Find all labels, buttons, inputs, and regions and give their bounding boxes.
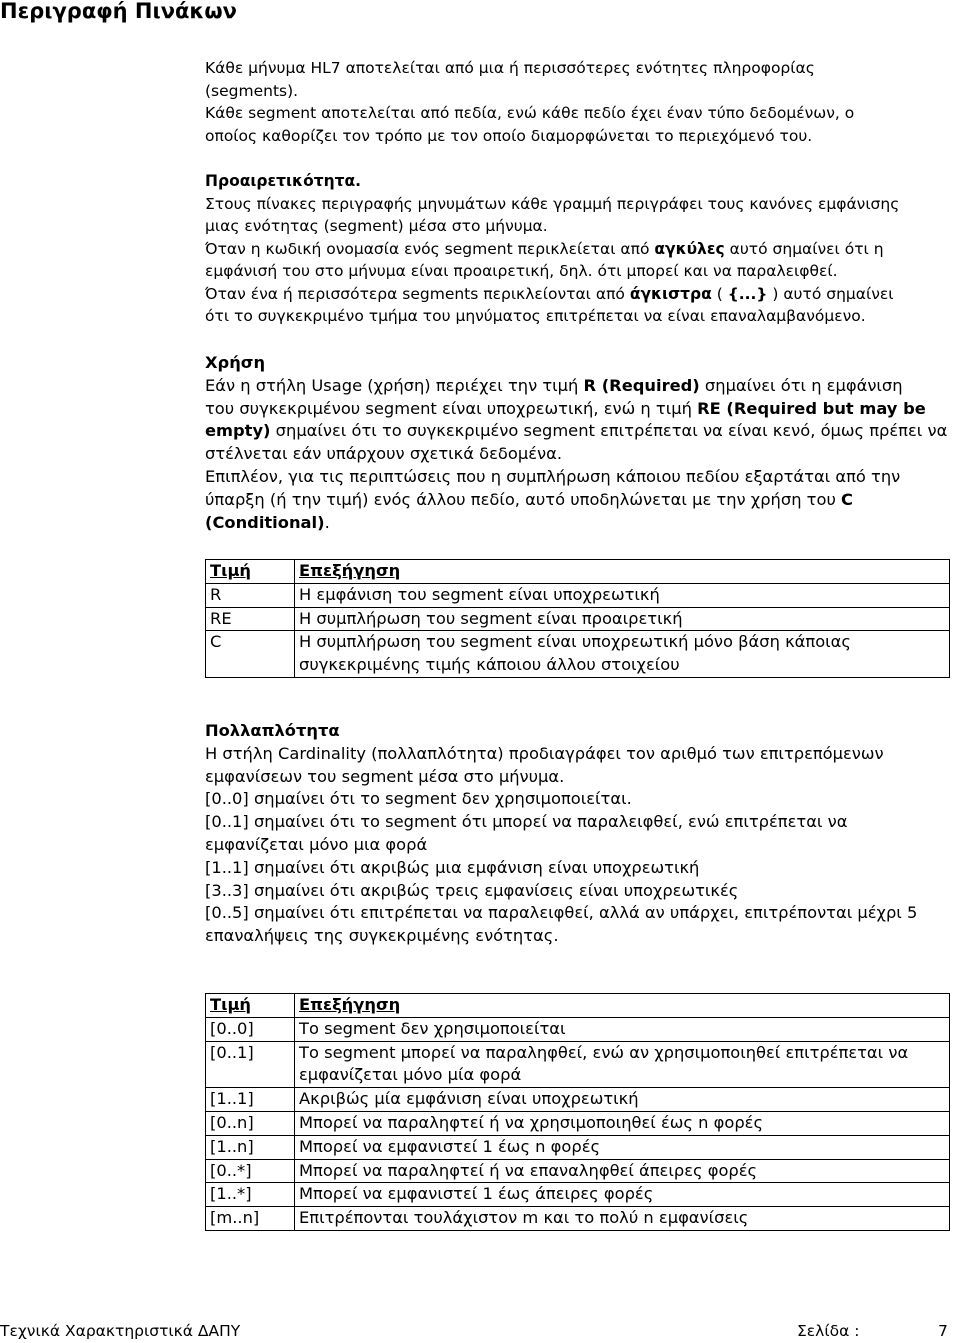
usage-line: του συγκεκριμένου segment είναι υποχρεωτική, ενώ η τιμή RE (Required but may be xyxy=(205,398,926,418)
page-title: Περιγραφή Πινάκων xyxy=(0,0,237,23)
cardinality-line: Η στήλη Cardinality (πολλαπλότητα) προδιαγράφει τον αριθμό των επιτρεπόμενων xyxy=(205,743,884,763)
cell-value: [1..1] xyxy=(206,1088,295,1112)
optionality-section xyxy=(205,170,899,328)
usage-line: Εάν η στήλη Usage (χρήση) περιέχει την τιμή R (Required) σημαίνει ότι η εμφάνιση xyxy=(205,375,903,395)
optionality-line: Όταν η κωδική ονομασία ενός segment περικλείεται από αγκύλες αυτό σημαίνει ότι η xyxy=(205,239,884,258)
cell-description: Η συμπλήρωση του segment είναι υποχρεωτική μόνο βάση κάποιας συγκεκριμένης τιμής κάποιου άλλου στοιχείου xyxy=(295,631,950,678)
cell-description: Μπορεί να παραληφτεί ή να χρησιμοποιηθεί έως n φορές xyxy=(295,1111,950,1135)
table-row xyxy=(206,1207,950,1231)
usage-line: empty) σημαίνει ότι το συγκεκριμένο segment επιτρέπεται να είναι κενό, όμως πρέπει να xyxy=(205,421,948,441)
footer-page-label: Σελίδα : xyxy=(797,1322,860,1340)
table-header-row xyxy=(206,994,950,1018)
usage-line: ύπαρξη (ή την τιμή) ενός άλλου πεδίο, αυτό υποδηλώνεται με την χρήση του C xyxy=(205,489,853,509)
cardinality-section xyxy=(205,720,917,948)
optionality-heading: Προαιρετικότητα. xyxy=(205,172,362,190)
table-row xyxy=(206,1183,950,1207)
cardinality-line: επαναλήψεις της συγκεκριμένης ενότητας. xyxy=(205,926,559,946)
cell-description: Μπορεί να εμφανιστεί 1 έως άπειρες φορές xyxy=(295,1183,950,1207)
table-row xyxy=(206,1041,950,1088)
cell-description: Ακριβώς μία εμφάνιση είναι υποχρεωτική xyxy=(295,1088,950,1112)
usage-line: Επιπλέον, για τις περιπτώσεις που η συμπλήρωση κάποιου πεδίου εξαρτάται από την xyxy=(205,466,901,486)
cell-description: Το segment μπορεί να παραληφθεί, ενώ αν χρησιμοποιηθεί επιτρέπεται να εμφανίζεται μόνο μία φορά xyxy=(295,1041,950,1088)
usage-table xyxy=(205,559,950,678)
intro-paragraph xyxy=(205,57,854,147)
table-row xyxy=(206,1135,950,1159)
table-row xyxy=(206,1017,950,1041)
cardinality-line: [0..5] σημαίνει ότι επιτρέπεται να παραλειφθεί, αλλά αν υπάρχει, επιτρέπονται μέχρι 5 xyxy=(205,903,918,923)
cell-value: [0..0] xyxy=(206,1017,295,1041)
usage-section xyxy=(205,352,948,534)
usage-line: στέλνεται εάν υπάρχουν σχετικά δεδομένα. xyxy=(205,444,563,464)
cardinality-table xyxy=(205,993,950,1231)
cardinality-line: [1..1] σημαίνει ότι ακριβώς μια εμφάνιση είναι υποχρεωτική xyxy=(205,857,700,877)
column-header-description: Επεξήγηση xyxy=(295,994,950,1018)
table-header-row xyxy=(206,560,950,584)
cardinality-line: εμφανίσεων του segment μέσα στο μήνυμα. xyxy=(205,766,565,786)
cell-value: [0..n] xyxy=(206,1111,295,1135)
footer-document-title: Τεχνικά Χαρακτηριστικά ΔΑΠΥ xyxy=(0,1322,241,1340)
cardinality-heading: Πολλαπλότητα xyxy=(205,721,340,740)
cell-value: RE xyxy=(206,607,295,631)
cell-value: [m..n] xyxy=(206,1207,295,1231)
table-row xyxy=(206,631,950,678)
table-row xyxy=(206,1088,950,1112)
cardinality-line: [0..1] σημαίνει ότι το segment ότι μπορεί να παραλειφθεί, ενώ επιτρέπεται να xyxy=(205,812,848,832)
cell-value: C xyxy=(206,631,295,678)
cardinality-line: [3..3] σημαίνει ότι ακριβώς τρεις εμφανίσεις είναι υποχρεωτικές xyxy=(205,880,739,900)
intro-line: οποίος καθορίζει τον τρόπο με τον οποίο διαμορφώνεται το περιεχόμενό του. xyxy=(205,126,813,145)
cell-description: Επιτρέπονται τουλάχιστον m και το πολύ n εμφανίσεις xyxy=(295,1207,950,1231)
intro-line: Κάθε μήνυμα HL7 αποτελείται από μια ή περισσότερες ενότητες πληροφορίας xyxy=(205,59,815,77)
table-row xyxy=(206,607,950,631)
column-header-value: Τιμή xyxy=(206,994,295,1018)
optionality-line: ότι το συγκεκριμένο τμήμα του μηνύματος επιτρέπεται να είναι επαναλαμβανόμενο. xyxy=(205,307,866,325)
cell-description: Το segment δεν χρησιμοποιείται xyxy=(295,1017,950,1041)
column-header-description: Επεξήγηση xyxy=(295,560,950,584)
cell-value: [1..n] xyxy=(206,1135,295,1159)
intro-line: Κάθε segment αποτελείται από πεδία, ενώ κάθε πεδίο έχει έναν τύπο δεδομένων, ο xyxy=(205,104,855,122)
table-row xyxy=(206,1111,950,1135)
usage-heading: Χρήση xyxy=(205,353,266,372)
cell-description: Η εμφάνιση του segment είναι υποχρεωτική xyxy=(295,583,950,607)
cardinality-line: εμφανίζεται μόνο μια φορά xyxy=(205,834,428,854)
cell-value: [0..*] xyxy=(206,1159,295,1183)
cell-value: [1..*] xyxy=(206,1183,295,1207)
cell-value: R xyxy=(206,583,295,607)
footer-page-number: 7 xyxy=(938,1322,948,1340)
column-header-value: Τιμή xyxy=(206,560,295,584)
optionality-line: Στους πίνακες περιγραφής μηνυμάτων κάθε γραμμή περιγράφει τους κανόνες εμφάνισης xyxy=(205,194,900,213)
cell-description: Μπορεί να παραληφτεί ή να επαναληφθεί άπειρες φορές xyxy=(295,1159,950,1183)
usage-line: (Conditional). xyxy=(205,512,330,532)
cell-description: Η συμπλήρωση του segment είναι προαιρετική xyxy=(295,607,950,631)
cell-value: [0..1] xyxy=(206,1041,295,1088)
cell-description: Μπορεί να εμφανιστεί 1 έως n φορές xyxy=(295,1135,950,1159)
optionality-line: Όταν ένα ή περισσότερα segments περικλείονται από άγκιστρα ( {...} ) αυτό σημαίνει xyxy=(205,284,894,303)
table-row xyxy=(206,1159,950,1183)
intro-line: (segments). xyxy=(205,81,299,100)
cardinality-line: [0..0] σημαίνει ότι το segment δεν χρησιμοποιείται. xyxy=(205,789,632,809)
optionality-line: εμφάνισή του στο μήνυμα είναι προαιρετική, δηλ. ότι μπορεί και να παραλειφθεί. xyxy=(205,262,838,280)
optionality-line: μιας ενότητας (segment) μέσα στο μήνυμα. xyxy=(205,217,548,235)
table-row xyxy=(206,583,950,607)
